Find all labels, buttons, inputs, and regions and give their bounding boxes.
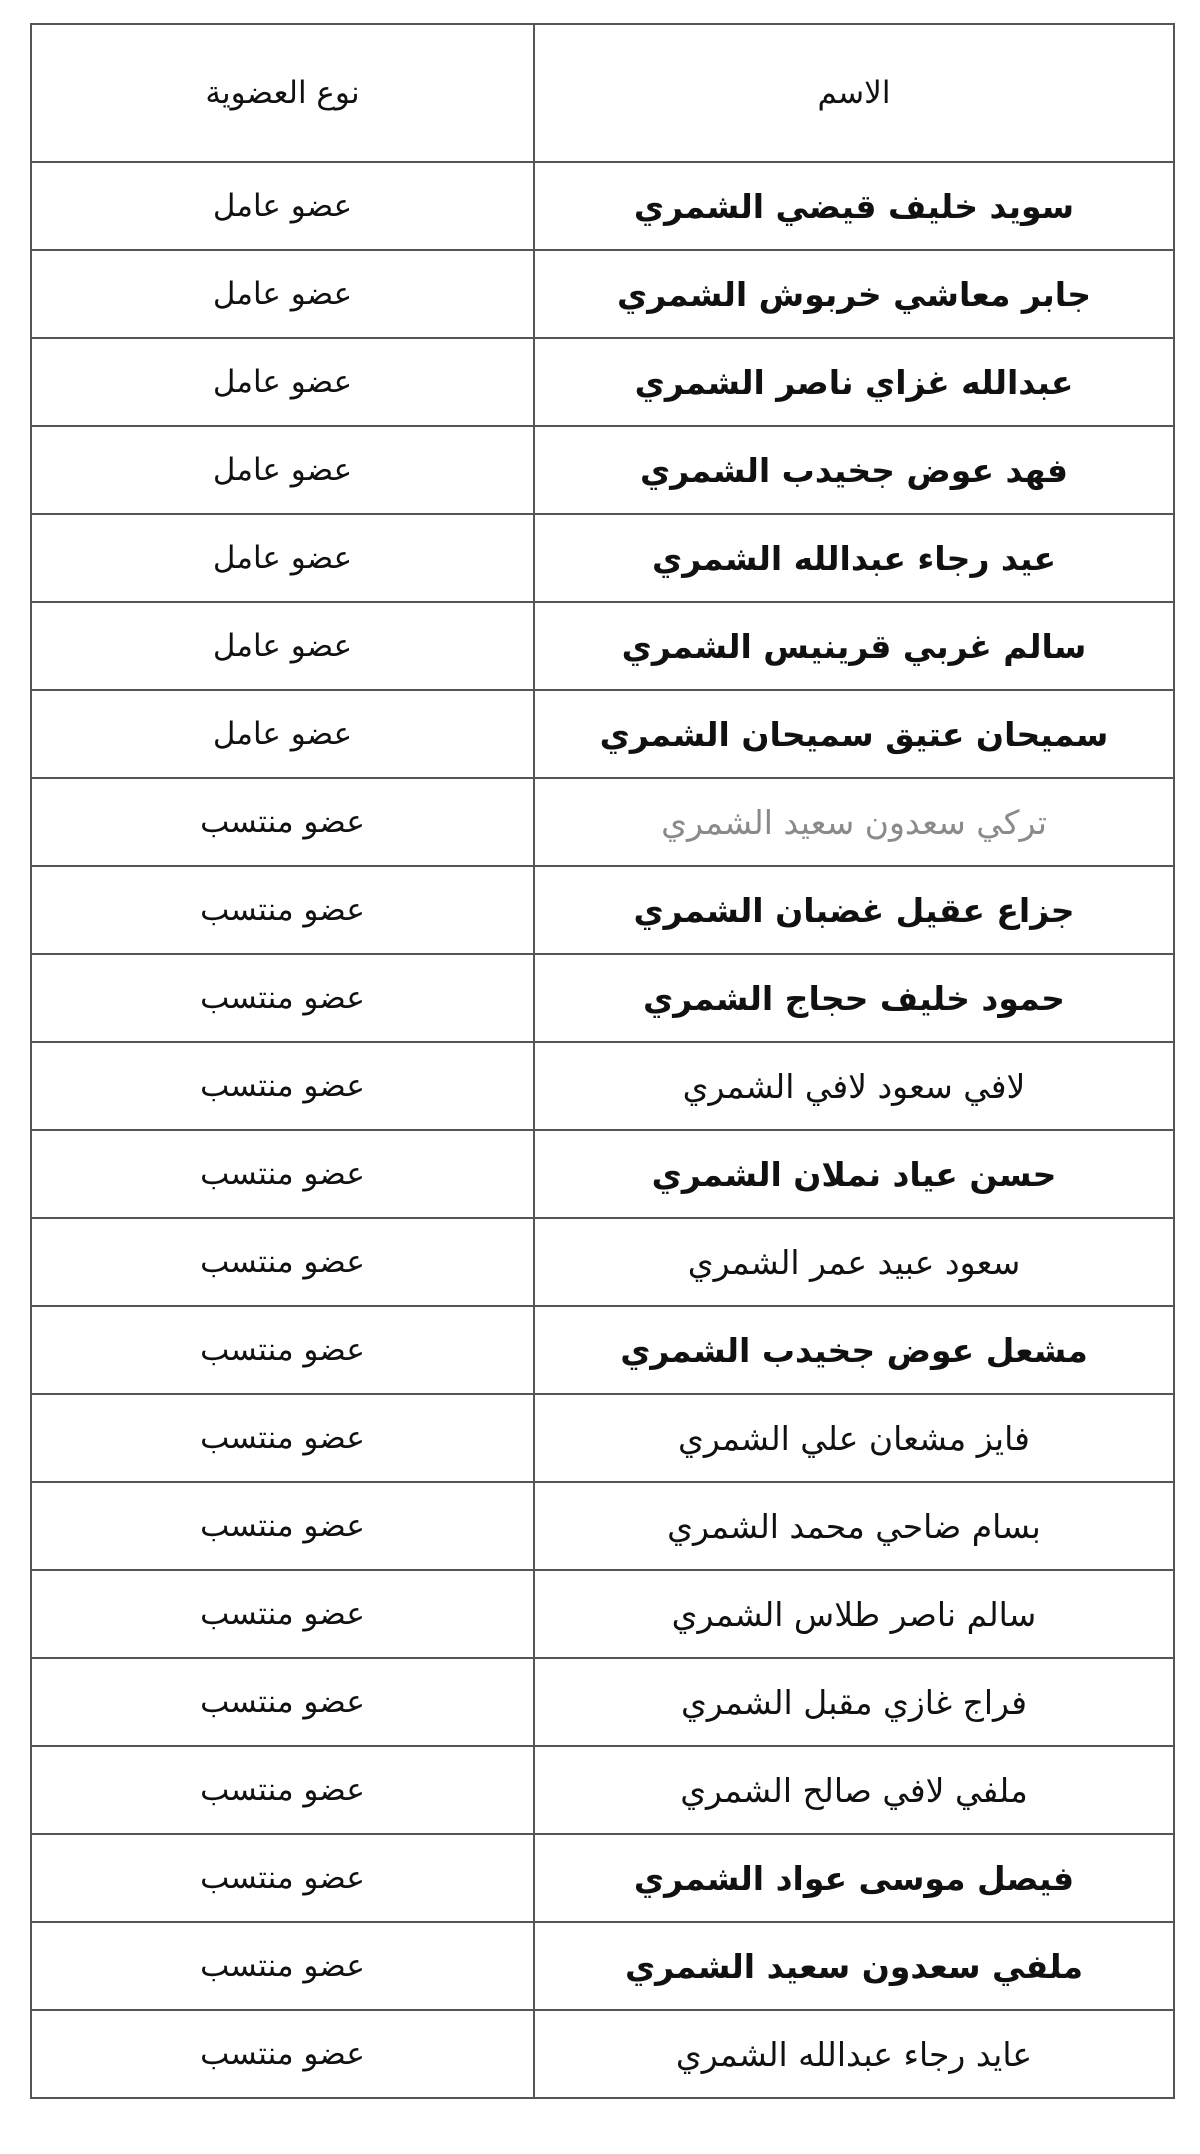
table-row xyxy=(31,1746,1174,1834)
table-row xyxy=(31,1922,1174,2010)
member-name: مشعل عوض جخيدب الشمري xyxy=(534,1306,1174,1394)
table-row xyxy=(31,1834,1174,1922)
table-row xyxy=(31,602,1174,690)
member-name: سالم ناصر طلاس الشمري xyxy=(534,1570,1174,1658)
table-row xyxy=(31,690,1174,778)
member-name: سعود عبيد عمر الشمري xyxy=(534,1218,1174,1306)
member-name: بسام ضاحي محمد الشمري xyxy=(534,1482,1174,1570)
membership-type: عضو عامل xyxy=(31,426,534,514)
table-row xyxy=(31,1218,1174,1306)
membership-type: عضو منتسب xyxy=(31,1570,534,1658)
membership-type: عضو منتسب xyxy=(31,2010,534,2098)
membership-type: عضو عامل xyxy=(31,162,534,250)
membership-type: عضو منتسب xyxy=(31,1394,534,1482)
table-row xyxy=(31,514,1174,602)
table-row xyxy=(31,778,1174,866)
membership-type: عضو منتسب xyxy=(31,1834,534,1922)
member-name: سويد خليف قيضي الشمري xyxy=(534,162,1174,250)
table-row xyxy=(31,1130,1174,1218)
membership-type: عضو منتسب xyxy=(31,1218,534,1306)
member-name: عايد رجاء عبدالله الشمري xyxy=(534,2010,1174,2098)
header-name: الاسم xyxy=(534,24,1174,162)
membership-type: عضو منتسب xyxy=(31,1922,534,2010)
member-name: ملفي لافي صالح الشمري xyxy=(534,1746,1174,1834)
members-table xyxy=(30,23,1175,2099)
member-name: عبدالله غزاي ناصر الشمري xyxy=(534,338,1174,426)
member-name: جزاع عقيل غضبان الشمري xyxy=(534,866,1174,954)
table-row xyxy=(31,338,1174,426)
member-name: حمود خليف حجاج الشمري xyxy=(534,954,1174,1042)
membership-type: عضو منتسب xyxy=(31,778,534,866)
table-row xyxy=(31,1570,1174,1658)
member-name: فيصل موسى عواد الشمري xyxy=(534,1834,1174,1922)
table-row xyxy=(31,1306,1174,1394)
table-row xyxy=(31,1658,1174,1746)
membership-type: عضو منتسب xyxy=(31,1042,534,1130)
membership-type: عضو منتسب xyxy=(31,1306,534,1394)
table-row xyxy=(31,250,1174,338)
table-row xyxy=(31,866,1174,954)
membership-type: عضو منتسب xyxy=(31,866,534,954)
membership-type: عضو عامل xyxy=(31,690,534,778)
member-name: فراج غازي مقبل الشمري xyxy=(534,1658,1174,1746)
members-table-body xyxy=(31,162,1174,2098)
member-name: جابر معاشي خربوش الشمري xyxy=(534,250,1174,338)
header-membership-type: نوع العضوية xyxy=(31,24,534,162)
membership-type: عضو منتسب xyxy=(31,1130,534,1218)
membership-type: عضو عامل xyxy=(31,602,534,690)
membership-type: عضو عامل xyxy=(31,514,534,602)
table-row xyxy=(31,1482,1174,1570)
membership-type: عضو منتسب xyxy=(31,1658,534,1746)
member-name: ملفي سعدون سعيد الشمري xyxy=(534,1922,1174,2010)
membership-type: عضو منتسب xyxy=(31,1482,534,1570)
member-name: حسن عياد نملان الشمري xyxy=(534,1130,1174,1218)
membership-type: عضو منتسب xyxy=(31,954,534,1042)
membership-type: عضو منتسب xyxy=(31,1746,534,1834)
member-name: تركي سعدون سعيد الشمري xyxy=(534,778,1174,866)
table-row xyxy=(31,1042,1174,1130)
membership-type: عضو عامل xyxy=(31,338,534,426)
member-name: لافي سعود لافي الشمري xyxy=(534,1042,1174,1130)
membership-type: عضو عامل xyxy=(31,250,534,338)
header-row xyxy=(31,24,1174,162)
table-row xyxy=(31,162,1174,250)
table-row xyxy=(31,2010,1174,2098)
table-row xyxy=(31,1394,1174,1482)
member-name: فايز مشعان علي الشمري xyxy=(534,1394,1174,1482)
table-row xyxy=(31,426,1174,514)
member-name: سميحان عتيق سميحان الشمري xyxy=(534,690,1174,778)
member-name: عيد رجاء عبدالله الشمري xyxy=(534,514,1174,602)
member-name: فهد عوض جخيدب الشمري xyxy=(534,426,1174,514)
member-name: سالم غربي قرينيس الشمري xyxy=(534,602,1174,690)
table-row xyxy=(31,954,1174,1042)
